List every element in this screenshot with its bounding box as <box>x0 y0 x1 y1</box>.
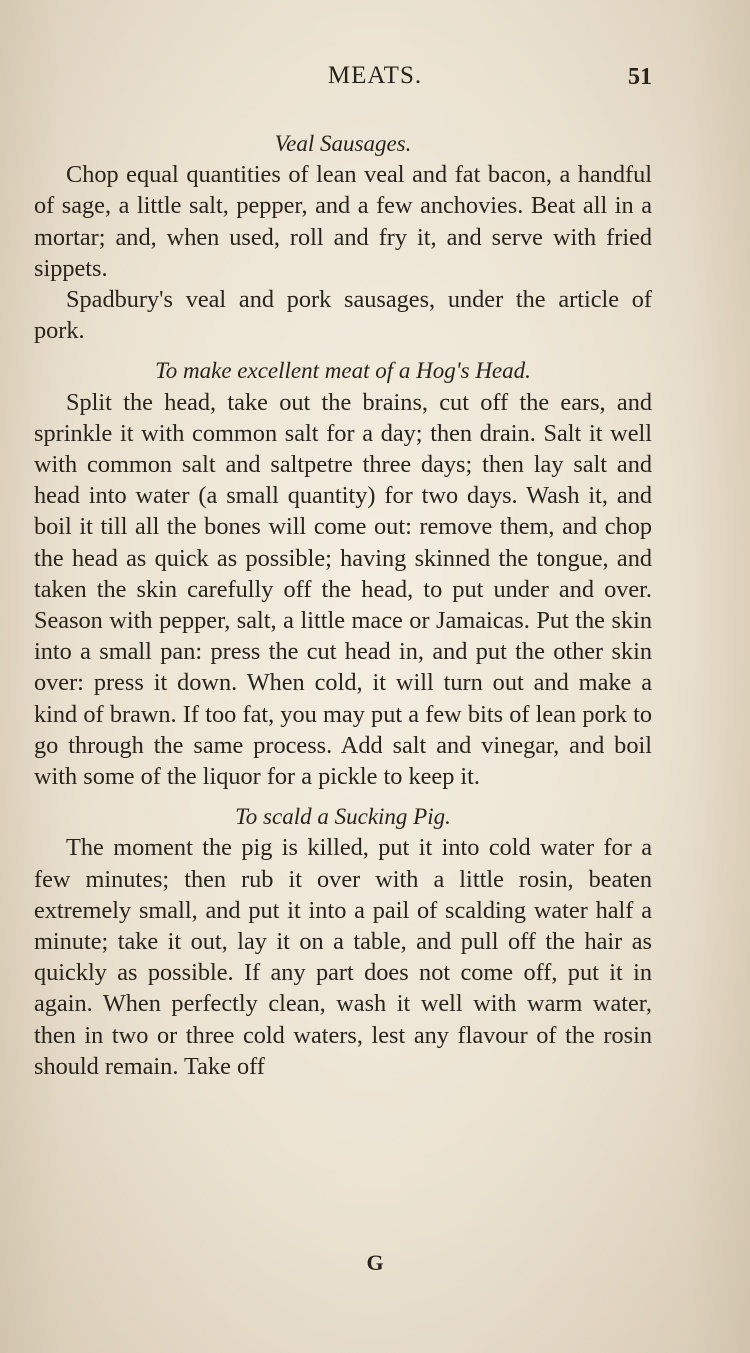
recipe-veal-sausages <box>34 128 652 346</box>
paragraph: The moment the pig is killed, put it into cold water for a few minutes; then rub it over with a little rosin, beaten extremely small, and put it into a pail of scalding water half a minute; take it out, lay it on a table, and pull off the hair as quickly as possible. If any part does not come off, put it in again. When perfectly clean, wash it well with warm water, then in two or three cold waters, lest any flavour of the rosin should remain. Take off <box>34 834 652 1080</box>
page-body <box>34 126 652 1082</box>
recipe-hogs-head <box>34 355 652 792</box>
paragraph: Chop equal quantities of lean veal and fat bacon, a handful of sage, a little salt, pepper, and a few anchovies. Beat all in a mortar; and, when used, roll and fry it, and serve with fried sippets. <box>34 161 652 282</box>
signature-mark: G <box>366 1250 384 1275</box>
recipe-sucking-pig <box>34 801 652 1082</box>
paragraph: Spadbury's veal and pork sausages, under the article of pork. <box>34 286 652 345</box>
paragraph: Split the head, take out the brains, cut off the ears, and sprinkle it with common salt for a day; then drain. Salt it well with common salt and saltpetre three days; then lay salt and head into water (a small quantity) for two days. Wash it, and boil it till all the bones will come out: remove them, and chop the head as quick as possible; having skinned the tongue, and taken the skin carefully off the head, to put under and over. Season with pepper, salt, a little mace or Jamaicas. Put the skin into a small pan: press the cut head in, and put the other skin over: press it down. When cold, it will turn out and make a kind of brawn. If too fat, you may put a few bits of lean pork to go through the same process. Add salt and vinegar, and boil with some of the liquor for a pickle to keep it. <box>34 388 652 791</box>
page-header <box>0 62 750 98</box>
running-head: MEATS. <box>327 62 423 89</box>
recipe-title: Veal Sausages. <box>274 131 412 156</box>
recipe-title: To scald a Sucking Pig. <box>235 804 451 830</box>
page-number: 51 <box>628 64 652 90</box>
recipe-title: To make excellent meat of a Hog's Head. <box>155 358 531 384</box>
